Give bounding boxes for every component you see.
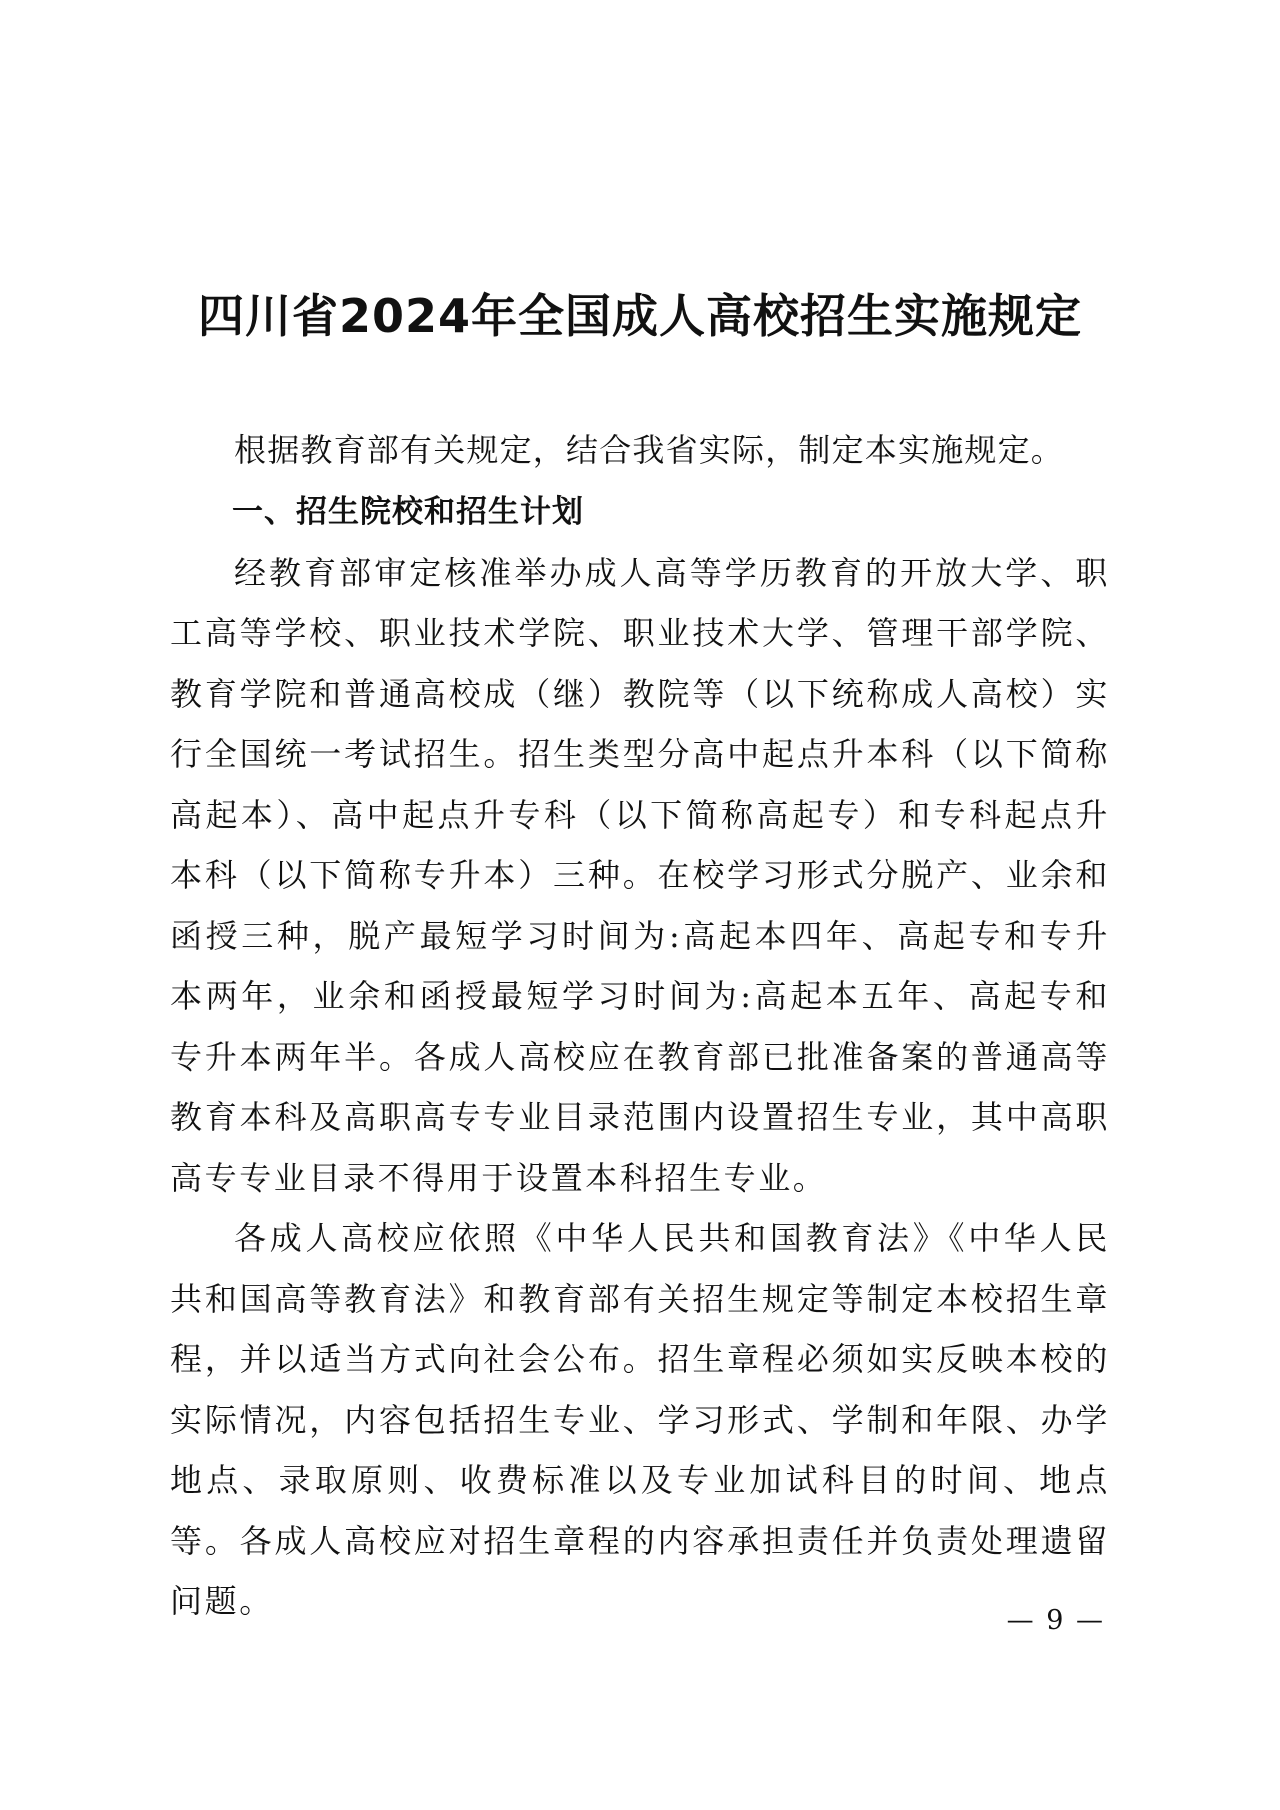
document-title: 四川省2024年全国成人高校招生实施规定 [197, 289, 1083, 343]
section-heading: 一、招生院校和招生计划 [232, 493, 584, 530]
document-body [170, 420, 1110, 1632]
body-paragraph: 经教育部审定核准举办成人高等学历教育的开放大学、职工高等学校、职业技术学院、职业技术大学、管理干部学院、教育学院和普通高校成（继）教院等（以下统称成人高校）实行全国统一考试招生。招生类型分高中起点升本科（以下简称高起本）、高中起点升专科（以下简称高起专）和专科起点升本科（以下简称专升本）三种。在校学习形式分脱产、业余和函授三种，脱产最短学习时间为:高起本四年、高起专和专升本两年，业余和函授最短学习时间为:高起本五年、高起专和专升本两年半。各成人高校应在教育部已批准备案的普通高等教育本科及高职高专专业目录范围内设置招生专业，其中高职高专专业目录不得用于设置本科招生专业。 [170, 553, 1110, 1197]
body-paragraph: 各成人高校应依照《中华人民共和国教育法》《中华人民共和国高等教育法》和教育部有关招生规定等制定本校招生章程，并以适当方式向社会公布。招生章程必须如实反映本校的实际情况，内容包括招生专业、学习形式、学制和年限、办学地点、录取原则、收费标准以及专业加试科目的时间、地点等。各成人高校应对招生章程的内容承担责任并负责处理遗留问题。 [170, 1219, 1110, 1620]
page-number: — 9 — [1006, 1605, 1105, 1636]
intro-paragraph: 根据教育部有关规定，结合我省实际，制定本实施规定。 [234, 431, 1065, 469]
